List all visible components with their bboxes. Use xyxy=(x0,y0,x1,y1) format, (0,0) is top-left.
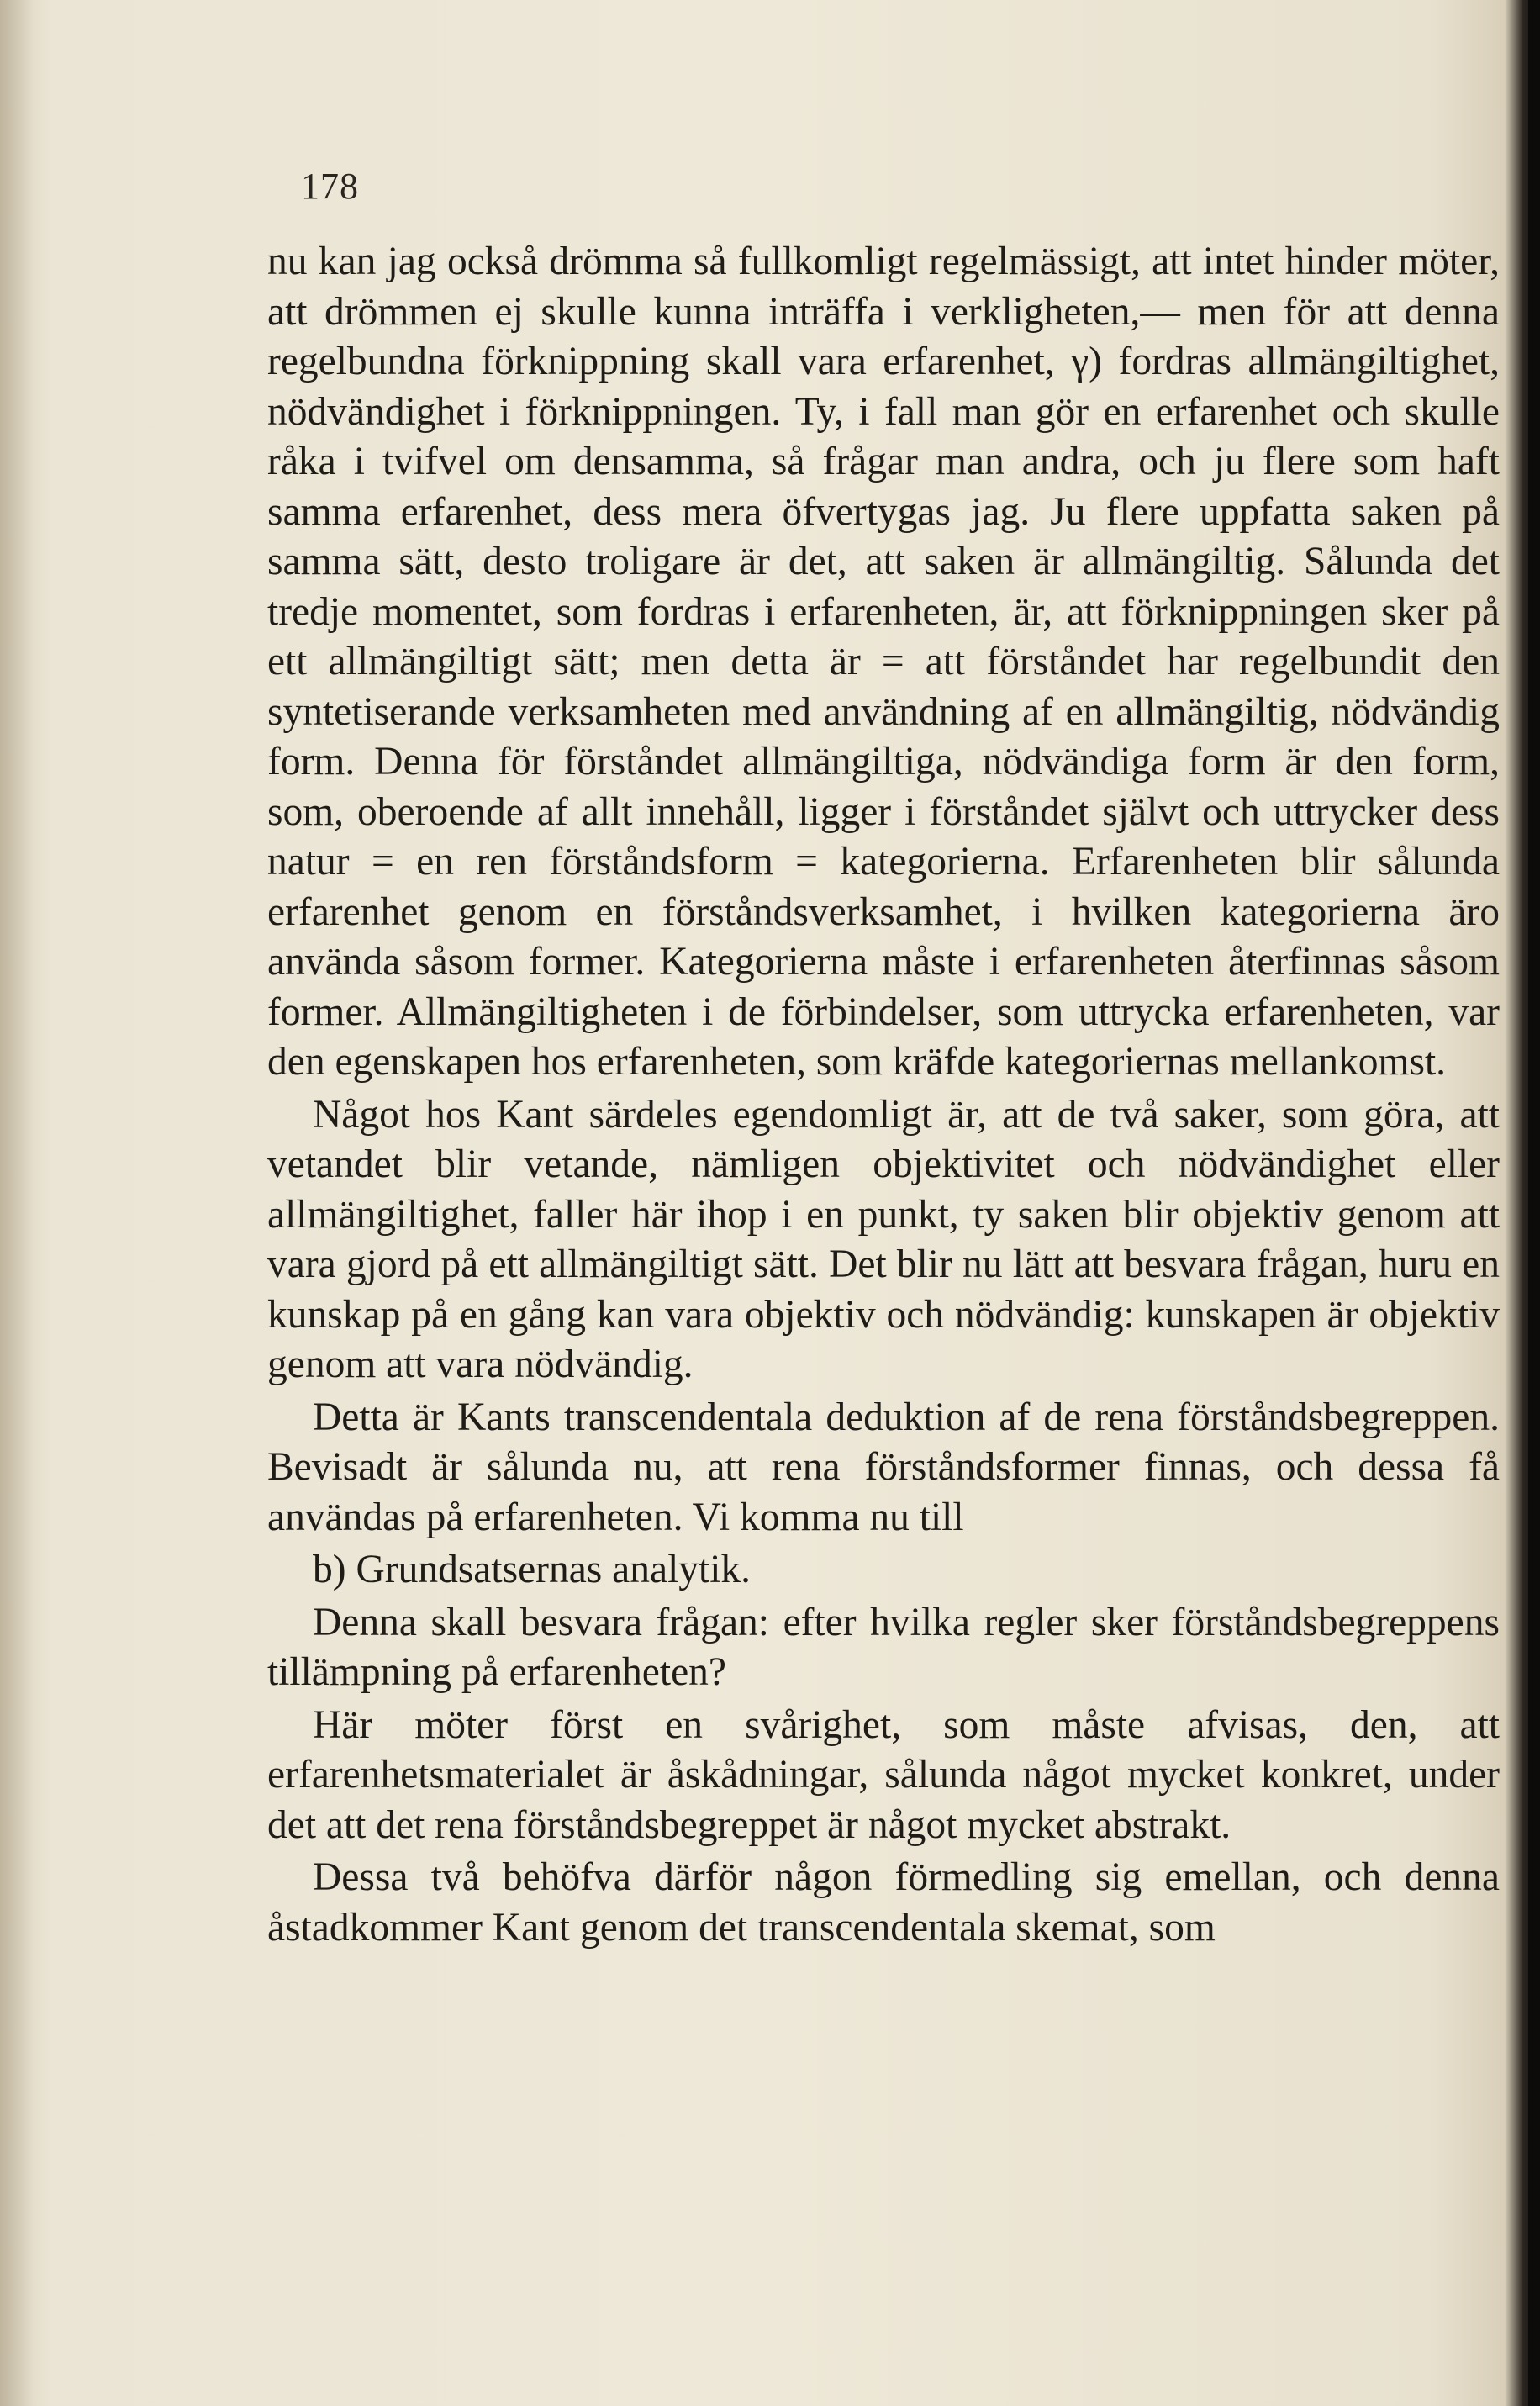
section-heading: b) Grundsatsernas analytik. xyxy=(313,1548,752,1591)
paragraph-3: Detta är Kants transcendentala deduktion af de rena förståndsbegreppen. Bevisadt är sålunda nu, att rena förståndsformer finnas, och dessa få användas på erfarenheten. Vi komma nu till xyxy=(267,1395,1500,1539)
page-number: 178 xyxy=(301,166,359,207)
paragraph-2: Något hos Kant särdeles egendomligt är, att de två saker, som göra, att vetandet blir vetande, nämligen objektivitet och nödvändighet eller allmängiltighet, faller här ihop i en punkt, ty saken blir objektiv genom att vara gjord på ett allmängiltigt sätt. Det blir nu lätt att besvara frågan, huru en kunskap på en gång kan vara objektiv och nödvändig: kunskapen är objektiv genom att vara nödvändig. xyxy=(267,1092,1500,1386)
page-edge xyxy=(1528,0,1540,2406)
spine-shadow xyxy=(0,0,34,2406)
paragraph-4: Denna skall besvara frågan: efter hvilka regler sker förståndsbegreppens tillämpning på erfarenheten? xyxy=(267,1600,1500,1694)
paragraph-5: Här möter först en svårighet, som måste afvisas, den, att erfarenhetsmaterialet är åskådningar, sålunda något mycket konkret, under det att det rena förståndsbegreppet är något mycket abstrakt. xyxy=(267,1702,1500,1847)
paragraph-1: nu kan jag också drömma så fullkomligt regelmässigt, att intet hinder möter, att drömmen ej skulle kunna inträffa i verkligheten,— men för att denna regelbundna förknippning skall vara erfarenhet, γ) fordras allmängiltighet, nödvändighet i förknippningen. Ty, i fall man gör en erfarenhet och skulle råka i tvifvel om densamma, så frågar man andra, och ju flere som haft samma erfarenhet, dess mera öfvertygas jag. Ju flere uppfatta saken på samma sätt, desto troligare är det, att saken är allmängiltig. Sålunda det tredje momentet, som fordras i erfarenheten, är, att förknippningen sker på ett allmängiltigt sätt; men detta är = att förståndet har regelbundit den syntetiserande verksamheten med användning af en allmängiltig, nödvändig form. Denna för förståndet allmängiltiga, nödvändiga form är den form, som, oberoende af allt innehåll, ligger i förståndet självt och uttrycker dess natur = en ren förståndsform = kategorierna. Erfarenheten blir sålunda erfarenhet genom en förståndsverksamhet, i hvilken kategorierna äro använda såsom former. Kategorierna måste i erfarenheten återfinnas såsom former. Allmängiltigheten i de förbindelser, som uttrycka erfarenheten, var den egenskapen hos erfarenheten, som kräfde kategoriernas mellankomst. xyxy=(267,240,1500,1084)
paragraph-6: Dessa två behöfva därför någon förmedling sig emellan, och denna åstadkommer Kant genom det transcendentala skemat, som xyxy=(267,1855,1500,1950)
body-text xyxy=(267,237,1500,1953)
